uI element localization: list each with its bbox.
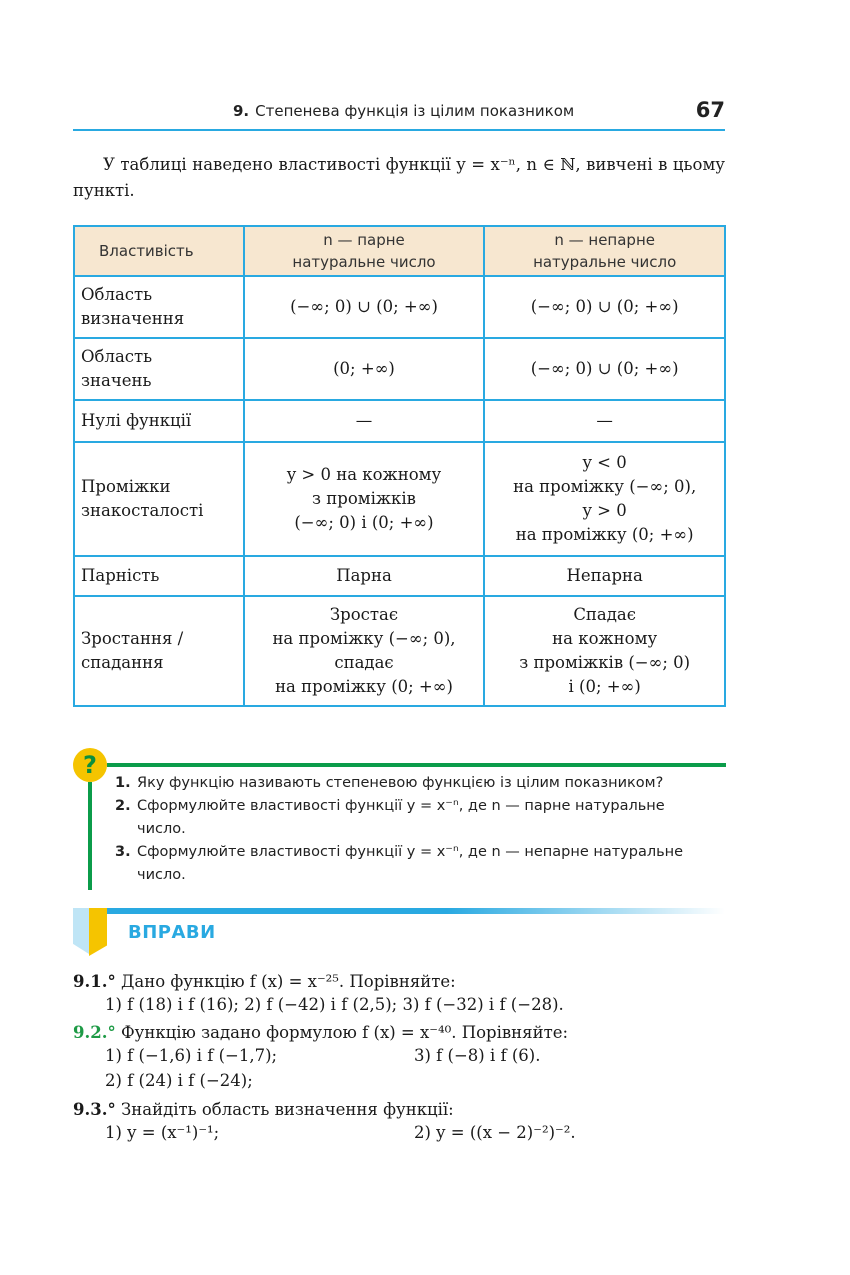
exercise-label: 9.2.° [73,1023,116,1042]
property-value-cell: — [484,400,725,442]
question-number: 3. [115,844,131,860]
exercise-9-1 [73,970,725,994]
table-header-row [74,226,725,276]
table-row [74,442,725,556]
question-item [115,772,723,795]
exercise-9-2 [73,1021,725,1045]
table-row [74,556,725,596]
table-header-cell: n — непарне натуральне число [484,226,725,276]
property-name-cell: Область значень [74,338,244,400]
property-value-cell: (−∞; 0) ∪ (0; +∞) [484,338,725,400]
property-value-cell: Спадає на кожному з проміжків (−∞; 0) і (0; +∞) [484,596,725,706]
property-value-cell: Непарна [484,556,725,596]
exercise-text: Знайдіть область визначення функції: [120,1100,454,1119]
property-value-cell: (−∞; 0) ∪ (0; +∞) [484,276,725,338]
question-number: 1. [115,775,131,791]
running-head [73,100,725,126]
question-text: Сформулюйте властивості функції y = x⁻ⁿ, де n — парне натуральне [137,798,665,814]
questions-top-rule [107,763,726,767]
property-value-cell: — [244,400,485,442]
exercise-line: 2) f (24) і f (−24); [105,1071,253,1090]
banner-rule [107,908,725,914]
property-value-cell: y > 0 на кожному з проміжків (−∞; 0) і (0; +∞) [244,442,485,556]
exercise-label: 9.1.° [73,972,116,991]
page-number: 67 [695,98,725,122]
table-row [74,400,725,442]
question-text: число. [137,867,186,883]
question-number: 2. [115,798,131,814]
questions-side-rule [88,782,92,890]
exercise-text: Функцію задано формулою f (x) = x⁻⁴⁰. Порівняйте: [120,1023,569,1042]
exercise-text: Дано функцію f (x) = x⁻²⁵. Порівняйте: [120,972,456,991]
section-number: 9. [233,102,250,120]
question-mark-icon: ? [73,748,107,782]
question-text: Яку функцію називають степеневою функцією із цілим показником? [137,775,664,791]
property-value-cell: (−∞; 0) ∪ (0; +∞) [244,276,485,338]
table-row [74,276,725,338]
table-header-cell: Властивість [74,226,244,276]
table-row [74,338,725,400]
exercises-heading: ВПРАВИ [128,922,216,943]
exercise-line: 1) y = (x⁻¹)⁻¹; [105,1123,220,1142]
property-name-cell: Парність [74,556,244,596]
property-name-cell: Область визначення [74,276,244,338]
property-value-cell: y < 0 на проміжку (−∞; 0), y > 0 на проміжку (0; +∞) [484,442,725,556]
questions-list [115,772,723,887]
property-value-cell: Парна [244,556,485,596]
properties-table [73,225,726,707]
question-item [115,841,723,887]
section-title-text: Степенева функція із цілим показником [255,102,575,120]
exercises-banner [73,908,725,956]
question-text: число. [137,821,186,837]
table-header-cell: n — парне натуральне число [244,226,485,276]
property-value-cell: (0; +∞) [244,338,485,400]
property-name-cell: Проміжки знакосталості [74,442,244,556]
property-name-cell: Нулі функції [74,400,244,442]
exercise-line: 1) f (18) і f (16); 2) f (−42) і f (2,5); 3) f (−32) і f (−28). [105,995,564,1014]
banner-flag-yellow [89,908,107,956]
property-value-cell: Зростає на проміжку (−∞; 0), спадає на проміжку (0; +∞) [244,596,485,706]
exercise-9-3 [73,1098,725,1122]
intro-text: У таблиці наведено властивості функції y = x⁻ⁿ, n ∈ ℕ, вивчені в цьому пункті. [73,155,725,200]
question-item [115,795,723,841]
exercise-label: 9.3.° [73,1100,116,1119]
exercise-line: 2) y = ((x − 2)⁻²)⁻². [414,1123,576,1142]
header-rule [73,129,725,131]
intro-paragraph [73,152,725,204]
banner-flag-blue [73,908,89,954]
exercise-line: 3) f (−8) і f (6). [414,1046,541,1065]
exercise-line: 1) f (−1,6) і f (−1,7); [105,1046,278,1065]
questions-box [73,748,726,890]
question-text: Сформулюйте властивості функції y = x⁻ⁿ, де n — непарне натуральне [137,844,684,860]
table-row [74,596,725,706]
property-name-cell: Зростання / спадання [74,596,244,706]
table-body [74,276,725,706]
section-title [233,102,574,120]
